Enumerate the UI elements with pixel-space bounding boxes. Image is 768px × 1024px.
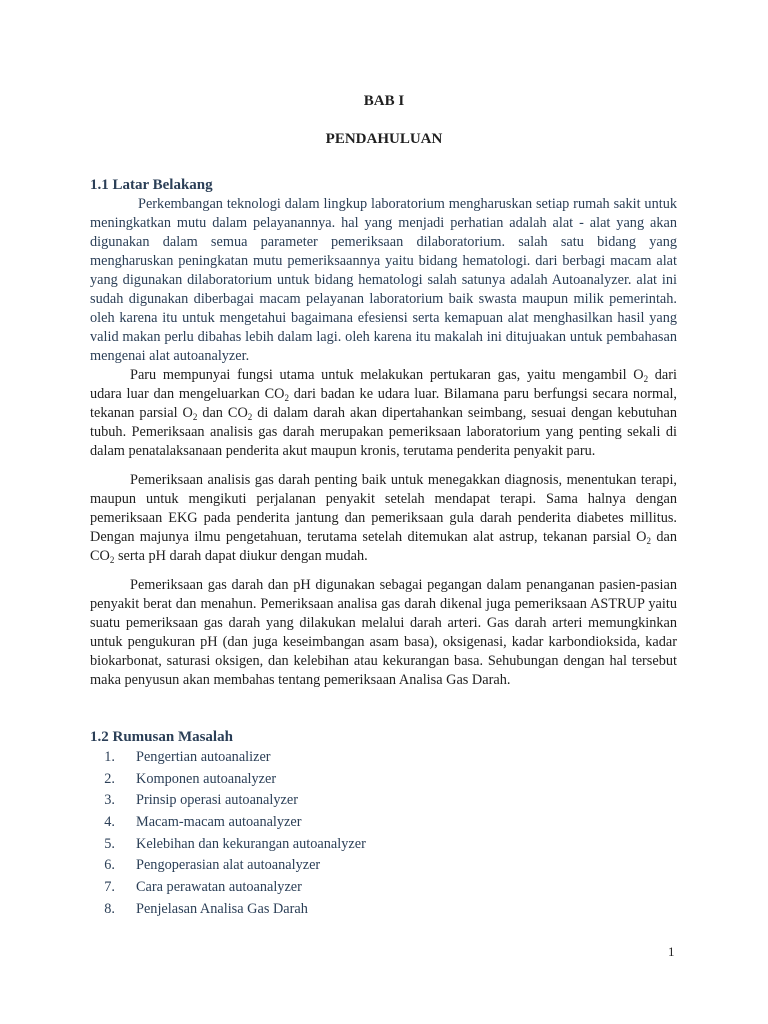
- list-item: 4. Macam-macam autoanalyzer: [104, 814, 302, 831]
- list-item: 3. Prinsip operasi autoanalyzer: [104, 792, 298, 809]
- paragraph-3: Pemeriksaan analisis gas darah penting baik untuk menegakkan diagnosis, menentukan terapi, maupun untuk mengikuti perjalanan penyakit setelah mendapat terapi. Sama halnya dengan pemeriksaan EKG pada penderita jantung dan pemeriksaan gula darah penderita diabetes millitus. Dengan majunya ilmu pengetahuan, terutama setelah ditemukan alat astrup, tekanan parsial $O_2$ dan $CO_2$ serta pH darah dapat diukur dengan mudah.: [90, 472, 677, 565]
- list-item: 7. Cara perawatan autoanalyzer: [104, 879, 302, 896]
- list-item: 2. Komponen autoanalyzer: [104, 770, 277, 787]
- list-item: 1. Pengertian autoanalizer: [104, 749, 271, 765]
- section-heading-latar-belakang: 1.1 Latar Belakang: [90, 177, 213, 193]
- paragraph-4: Pemeriksaan gas darah dan pH digunakan sebagai pegangan dalam penanganan pasien-pasian penyakit berat dan menahun. Pemeriksaan analisa gas darah dikenal juga pemeriksaan ASTRUP yaitu suatu pemeriksaan gas darah yang dilakukan melalui darah arteri. Gas darah arteri memungkinkan untuk pengukuran pH (dan juga keseimbangan asam basa), oksigenasi, kadar karbondioksida, kadar biokarbonat, saturasi oksigen, dan kelebihan atau kekurangan basa. Sehubungan dengan hal tersebut maka penyusun akan membahas tentang pemeriksaan Analisa Gas Darah.: [90, 577, 677, 688]
- paragraph-1: [90, 195, 677, 366]
- problem-list: [90, 747, 677, 921]
- list-item: 8. Penjelasan Analisa Gas Darah: [104, 900, 308, 917]
- section-heading-rumusan-masalah: 1.2 Rumusan Masalah: [90, 729, 233, 745]
- list-item: 5. Kelebihan dan kekurangan autoanalyzer: [104, 835, 366, 852]
- paragraph-1-text: Perkembangan teknologi dalam lingkup laboratorium mengharuskan setiap rumah sakit untuk meningkatkan mutu dalam pelayanannya. hal yang menjadi perhatian adalah alat - alat yang akan digunakan dalam semua parameter pemeriksaan dilaboratorium. salah satu bidang yang mengharuskan peningkatan mutu pemeriksaannya yaitu bidang hematologi. dari berbagi macam alat yang digunakan dilaboratorium untuk bidang hematologi salah satunya adalah Autoanalyzer. alat ini sudah digunakan diberbagai macam pelayanan laboratorium baik swasta maupun milik pemerintah. oleh karena itu untuk mengetahui bagaimana efesiensi serta kemapuan alat menghasilkan hasil yang valid makan perlu dibahas lebih dalam lagi. oleh karena itu makalah ini ditujuakan untuk pembahasan mengenai alat autoanalyzer.: [90, 196, 677, 364]
- page-number: 1: [668, 944, 675, 959]
- list-item: 6. Pengoperasian alat autoanalyzer: [104, 857, 321, 874]
- chapter-number: BAB I: [363, 93, 405, 109]
- chapter-title: PENDAHULUAN: [325, 131, 443, 147]
- paragraph-2: Paru mempunyai fungsi utama untuk melakukan pertukaran gas, yaitu mengambil $O_2$ dari udara luar dan mengeluarkan $CO_2$ dari badan ke udara luar. Bilamana paru berfungsi secara normal, tekanan parsial $O_2$ dan $CO_2$ di dalam darah akan dipertahankan seimbang, sesuai dengan kebutuhan tubuh. Pemeriksaan analisis gas darah merupakan pemeriksaan laboratorium yang penting sekali di dalam penatalaksanaan penderita akut maupun kronis, terutama penderita penyakit paru.: [90, 367, 677, 459]
- document-body: [90, 176, 677, 921]
